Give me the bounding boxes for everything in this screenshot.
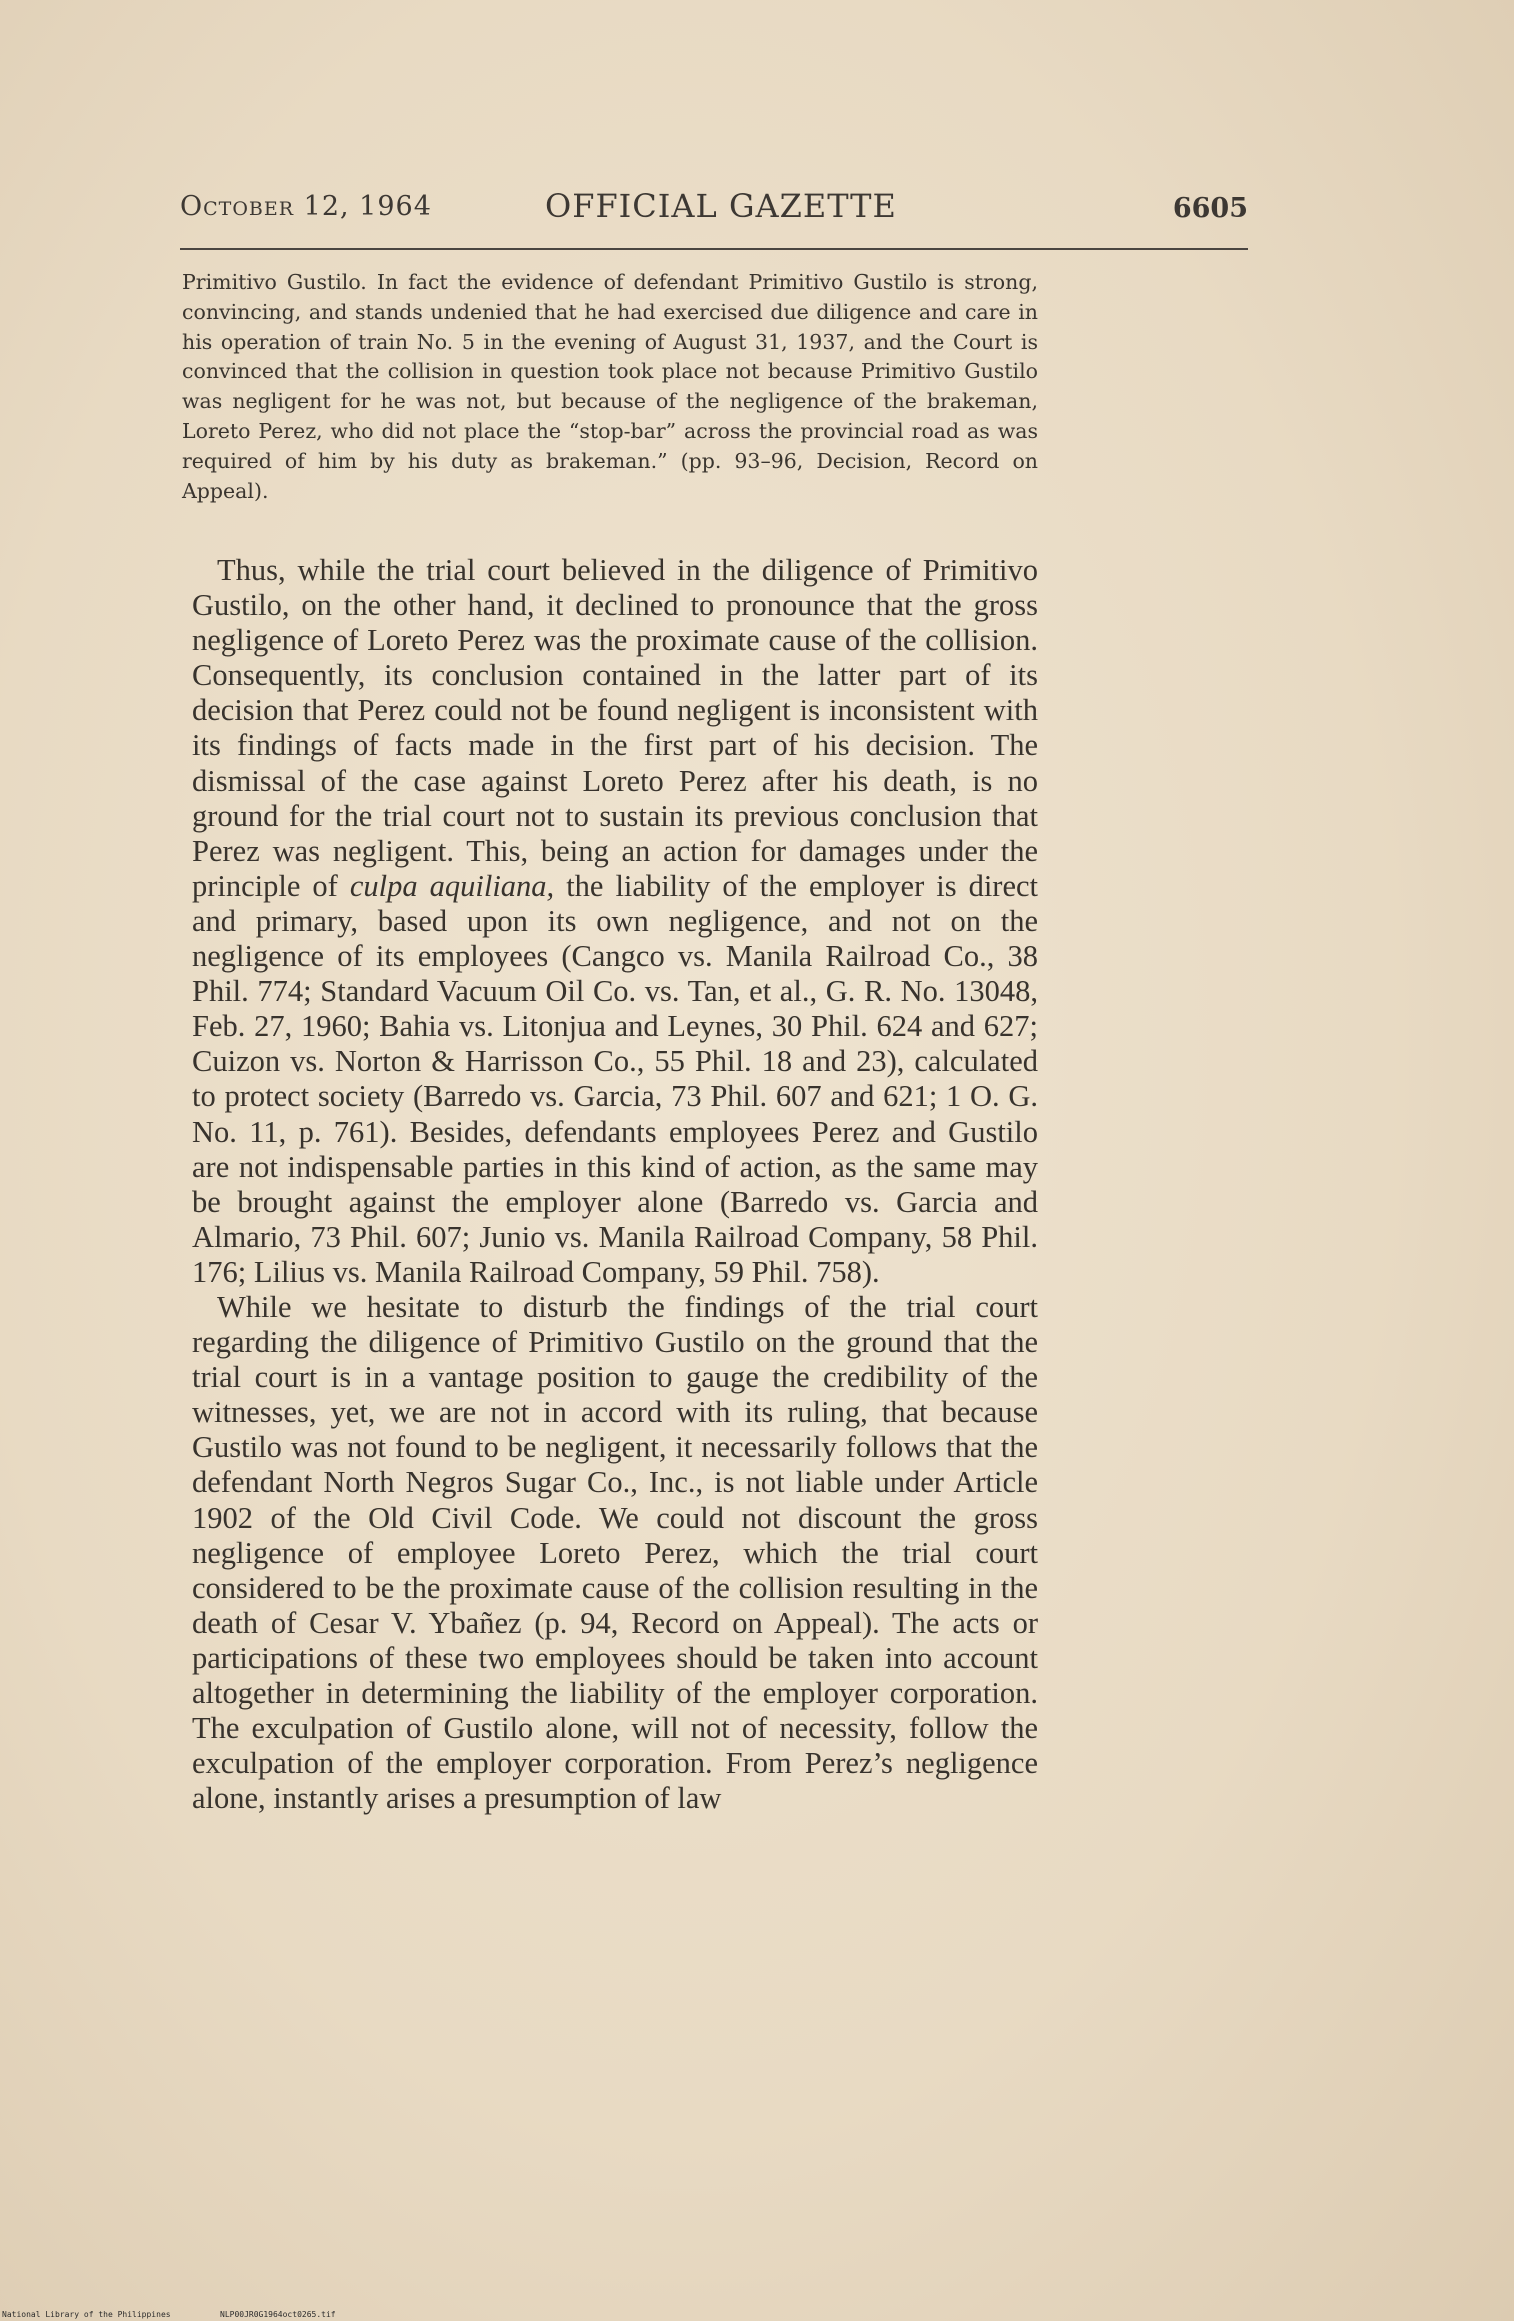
body-text <box>192 553 1038 1816</box>
paragraph-1-italic: culpa aquiliana, <box>349 868 555 903</box>
paragraph-1-text-b: the liability of the employer is direct and primary, based upon its own negligence, and not on the negligence of its employees (Cangco vs. Manila Railroad Co., 38 Phil. 774; Standard Vacuum Oil Co. vs. Tan, et al., G. R. No. 13048, Feb. 27, 1960; Bahia vs. Litonjua and Leynes, 30 Phil. 624 and 627; Cuizon vs. Norton & Harrisson Co., 55 Phil. 18 and 23), calculated to protect society (Barredo vs. Garcia, 73 Phil. 607 and 621; 1 O. G. No. 11, p. 761). Besides, defendants employees Perez and Gustilo are not indispensable parties in this kind of action, as the same may be brought against the employer alone (Barredo vs. Garcia and Almario, 73 Phil. 607; Junio vs. Manila Railroad Company, 58 Phil. 176; Lilius vs. Manila Railroad Company, 59 Phil. 758). <box>192 868 1039 1289</box>
paragraph-1-text-a: Thus, while the trial court believed in the diligence of Primitivo Gustilo, on the other hand, it declined to pronounce that the gross negligence of Loreto Perez was the proximate cause of the collision. Consequently, its conclusion contained in the latter part of its decision that Perez could not be found negligent is inconsistent with its findings of facts made in the first part of his decision. The dismissal of the case against Loreto Perez after his death, is no ground for the trial court not to sustain its previous conclusion that Perez was negligent. This, being an action for damages under the principle of <box>192 553 1038 903</box>
paragraph-1 <box>192 553 1038 1290</box>
running-header <box>180 185 1248 235</box>
footer-filename: NLP00JR0G1964oct0265.tif <box>220 2310 336 2319</box>
footer-source: National Library of the Philippines <box>2 2310 171 2319</box>
page-number: 6605 <box>1172 193 1248 224</box>
header-rule <box>180 248 1248 250</box>
header-title: OFFICIAL GAZETTE <box>545 187 897 225</box>
header-date: October 12, 1964 <box>180 191 432 222</box>
paragraph-2: While we hesitate to disturb the findings of the trial court regarding the diligence of Primitivo Gustilo on the ground that the trial court is in a vantage position to gauge the credibility of the witnesses, yet, we are not in accord with its ruling, that because Gustilo was not found to be negligent, it necessarily follows that the defendant North Negros Sugar Co., Inc., is not liable under Article 1902 of the Old Civil Code. We could not discount the gross negligence of employee Loreto Perez, which the trial court considered to be the proximate cause of the collision resulting in the death of Cesar V. Ybañez (p. 94, Record on Appeal). The acts or participations of these two employees should be taken into account altogether in determining the liability of the employer corporation. The exculpation of Gustilo alone, will not of necessity, follow the exculpation of the employer corporation. From Perez’s negligence alone, instantly arises a presumption of law <box>192 1289 1038 1816</box>
quoted-decision-excerpt: Primitivo Gustilo. In fact the evidence of defendant Primitivo Gustilo is strong, convincing, and stands undenied that he had exercised due diligence and care in his operation of train No. 5 in the evening of August 31, 1937, and the Court is convinced that the collision in question took place not because Primitivo Gustilo was negligent for he was not, but because of the negligence of the brakeman, Loreto Perez, who did not place the “stop-bar” across the provincial road as was required of him by his duty as brakeman.” (pp. 93–96, Decision, Record on Appeal). <box>182 270 1038 503</box>
